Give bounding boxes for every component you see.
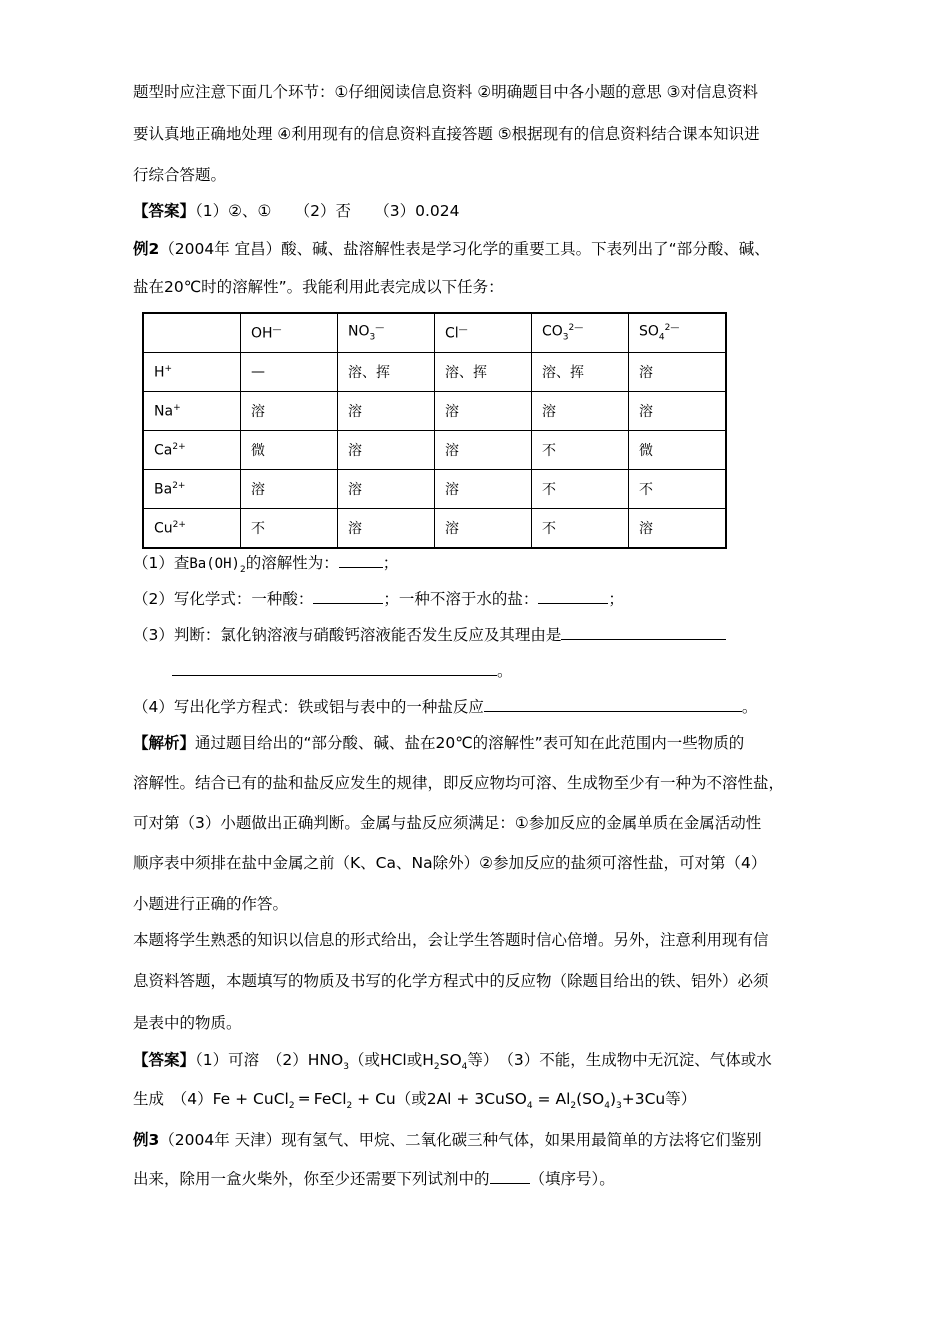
analysis-line-1: 【解析】通过题目给出的“部分酸、碱、盐在20℃的溶解性”表可知在此范围内一些物质的 [133,734,745,752]
analysis-line-3: 可对第（3）小题做出正确判断。金属与盐反应须满足：①参加反应的金属单质在金属活动性 [133,814,762,832]
table-cell: 溶 [629,392,727,431]
analysis-line-4: 顺序表中须排在盐中金属之前（K、Ca、Na除外）②参加反应的盐须可溶性盐，可对第（4） [133,854,767,872]
table-cell: 溶 [435,470,532,509]
intro-line-3: 行综合答题。 [133,166,227,184]
table-cell: 溶、挥 [435,353,532,392]
answer-blank [490,1167,530,1184]
table-header-cell: OH— [241,313,338,353]
example-2-line-1 [133,238,830,260]
table-cell: 溶 [241,392,338,431]
table-cell: 微 [241,431,338,470]
answer-label: 【答案】 [133,1051,196,1069]
example-label: 例2 [133,240,160,258]
intro-line-2: 要认真地正确地处理 ④利用现有的信息资料直接答题 ⑤根据现有的信息资料结合课本知识进 [133,125,760,143]
table-row [143,353,726,392]
table-cell: 溶 [241,470,338,509]
answer-blank [538,587,608,604]
answer-2-line-1: 【答案】（1）可溶 $(2)HNO_3$（或HCl或$H_2SO_4$等） （3）不能，生成物中无沉淀、气体或水 [133,1051,772,1073]
table-cell: 溶、挥 [338,353,435,392]
table-header-row [143,313,726,353]
table-cell: 溶、挥 [532,353,629,392]
answer-blank [561,623,726,640]
answer-blank [172,659,497,676]
answer-text: （1）②、① （2）否 （3）0.024 [195,202,460,220]
table-row-ion: $Ca^{2+}$ [143,431,241,470]
example-text: （2004年 宜昌）酸、碱、盐溶解性表是学习化学的重要工具。下表列出了“部分酸、碱、 [159,240,770,258]
example-3-line-2: 出来，除用一盒火柴外，你至少还需要下列试剂中的 （填序号）。 [133,1167,830,1190]
analysis-para-2-line-3: 是表中的物质。 [133,1014,242,1032]
example-2-line-2: 盐在20℃时的溶解性”。我能利用此表完成以下任务： [133,278,504,296]
analysis-label: 【解析】 [133,734,196,752]
table-row [143,431,726,470]
answer-blank [313,587,383,604]
example-label: 例3 [133,1131,160,1149]
table-header-cell: $SO_4^{2—}$ [629,313,727,353]
table-row [143,392,726,431]
example-3-line-1: 例3（2004年 天津）现有氢气、甲烷、二氧化碳三种气体，如果用最简单的方法将它们鉴别 [133,1131,762,1149]
table-cell: 不 [629,470,727,509]
answer-blank [339,551,383,568]
table-row [143,509,726,549]
question-3: （3）判断：氯化钠溶液与硝酸钙溶液能否发生反应及其理由是 [133,623,830,646]
table-cell: 溶 [338,470,435,509]
table-corner-cell [143,313,241,353]
answer-1 [133,200,830,222]
table-row-ion: Na+ [143,392,241,431]
table-cell: 溶 [532,392,629,431]
table-cell: 溶 [338,392,435,431]
table-header-cell: $CO_3^{2—}$ [532,313,629,353]
table-row-ion: $Ba^{2+}$ [143,470,241,509]
question-3-continued: 。 [172,659,830,682]
analysis-line-5: 小题进行正确的作答。 [133,895,289,913]
answer-label: 【答案】 [133,202,196,220]
table-cell: 微 [629,431,727,470]
table-cell: 不 [241,509,338,549]
table-cell: 不 [532,470,629,509]
table-cell: 不 [532,509,629,549]
table-row-ion: H+ [143,353,241,392]
intro-line-1: 题型时应注意下面几个环节：①仔细阅读信息资料 ②明确题目中各小题的意思 ③对信息资料 [133,83,759,101]
question-2: （2）写化学式：一种酸： ；一种不溶于水的盐： ； [133,587,830,610]
table-cell: — [241,353,338,392]
table-cell: 溶 [338,509,435,549]
table-header-cell: $NO_3^—$ [338,313,435,353]
table-cell: 溶 [435,509,532,549]
answer-2-line-2: 生成 （4）Fe + CuCl$_2$ ═ FeCl$_2$ + Cu（或2Al + 3CuSO$_4$ = $Al_2(SO_4)_3+3Cu$等） [133,1090,697,1112]
question-1: （1）查$Ba(OH)_2$的溶解性为： ； [133,551,830,581]
table-cell: 溶 [338,431,435,470]
table-row [143,470,726,509]
table-cell: 溶 [435,392,532,431]
analysis-line-2: 溶解性。结合已有的盐和盐反应发生的规律，即反应物均可溶、生成物至少有一种为不溶性盐， [133,774,785,792]
table-row-ion: $Cu^{2+}$ [143,509,241,549]
analysis-para-2-line-2: 息资料答题，本题填写的物质及书写的化学方程式中的反应物（除题目给出的铁、铝外）必须 [133,972,769,990]
table-cell: 溶 [435,431,532,470]
table-cell: 溶 [629,353,727,392]
answer-blank [484,695,742,712]
table-cell: 不 [532,431,629,470]
analysis-para-2-line-1: 本题将学生熟悉的知识以信息的形式给出，会让学生答题时信心倍增。另外，注意利用现有信 [133,931,769,949]
question-4: （4）写出化学方程式：铁或铝与表中的一种盐反应 。 [133,695,830,718]
solubility-table [142,312,727,549]
table-header-cell: Cl— [435,313,532,353]
table-cell: 溶 [629,509,727,549]
